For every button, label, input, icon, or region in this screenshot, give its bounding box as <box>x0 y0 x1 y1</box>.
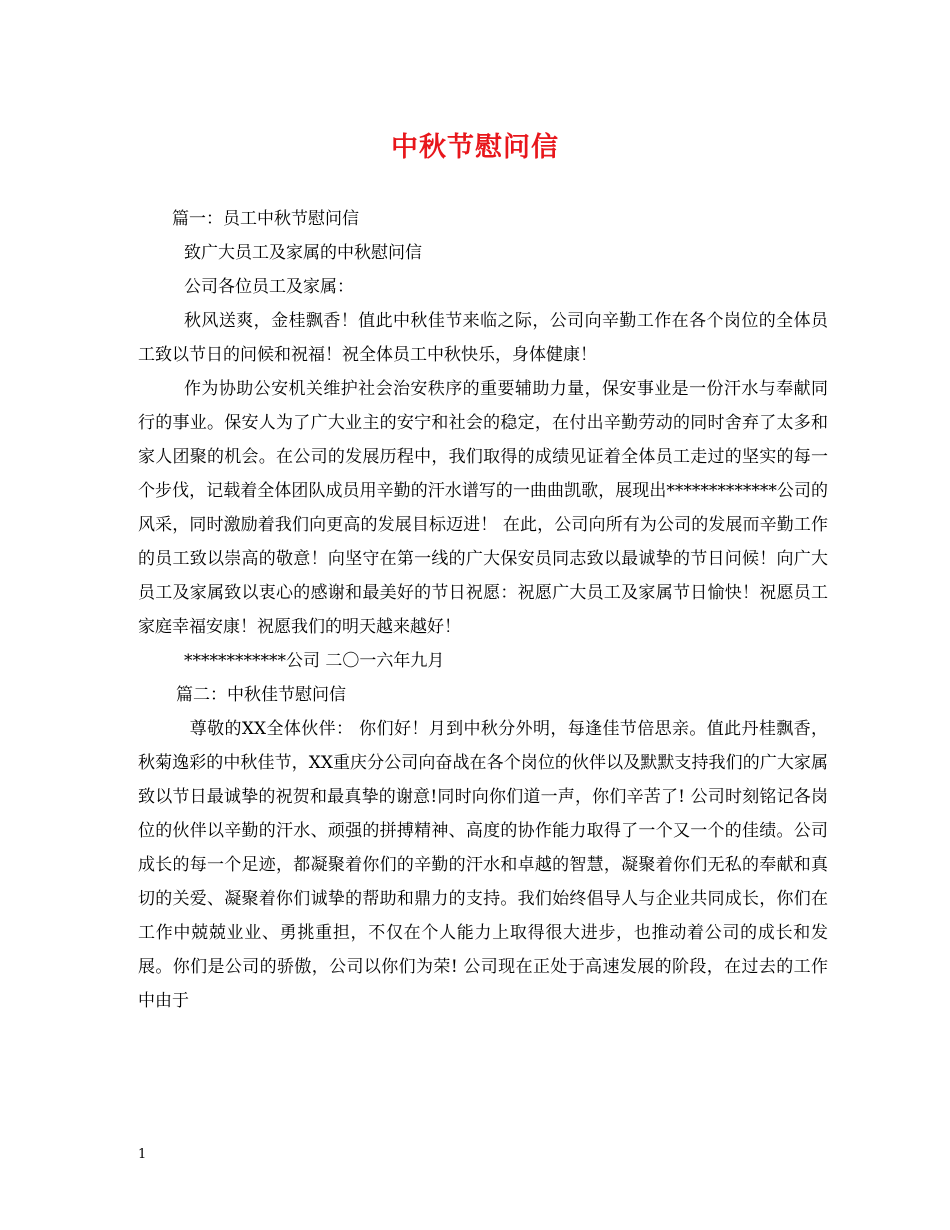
paragraph: 秋风送爽，金桂飘香！值此中秋佳节来临之际，公司向辛勤工作在各个岗位的全体员工致以节日的问候和祝福！祝全体员工中秋快乐，身体健康！ <box>138 311 828 365</box>
paragraph: 尊敬的XX全体伙伴： 你们好！月到中秋分外明，每逢佳节倍思亲。值此丹桂飘香，秋菊逸彩的中秋佳节，XX重庆分公司向奋战在各个岗位的伙伴以及默默支持我们的广大家属致以节日最诚挚的祝贺和最真挚的谢意!同时向你们道一声，你们辛苦了! 公司时刻铭记各岗位的伙伴以辛勤的汗水、顽强的拼搏精神、高度的协作能力取得了一个又一个的佳绩。公司成长的每一个足迹，都凝聚着你们的辛勤的汗水和卓越的智慧，凝聚着你们无私的奉献和真切的关爱、凝聚着你们诚挚的帮助和鼎力的支持。我们始终倡导人与企业共同成长，你们在工作中兢兢业业、勇挑重担，不仅在个人能力上取得很大进步，也推动着公司的成长和发展。你们是公司的骄傲，公司以你们为荣! 公司现在正处于高速发展的阶段，在过去的工作中由于 <box>138 719 829 1011</box>
document-body <box>138 202 828 1018</box>
section-heading-2: 篇二：中秋佳节慰问信 <box>176 685 346 705</box>
section-heading-1: 篇一：员工中秋节慰问信 <box>172 209 359 229</box>
page-number: 1 <box>138 1147 147 1162</box>
document-title: 中秋节慰问信 <box>391 132 559 163</box>
paragraph: 作为协助公安机关维护社会治安秩序的重要辅助力量，保安事业是一份汗水与奉献同行的事业。保安人为了广大业主的安宁和社会的稳定，在付出辛勤劳动的同时舍弃了太多和家人团聚的机会。在公司的发展历程中，我们取得的成绩见证着全体员工走过的坚实的每一个步伐，记载着全体团队成员用辛勤的汗水谱写的一曲曲凯歌，展现出*************公司的风采，同时激励着我们向更高的发展目标迈进！ 在此，公司向所有为公司的发展而辛勤工作的员工致以崇高的敬意！向坚守在第一线的广大保安员同志致以最诚挚的节日问候！向广大员工及家属致以衷心的感谢和最美好的节日祝愿：祝愿广大员工及家属节日愉快！祝愿员工家庭幸福安康！祝愿我们的明天越来越好！ <box>138 379 828 637</box>
letter-signature: ************公司 二〇一六年九月 <box>184 651 445 671</box>
letter-heading: 致广大员工及家属的中秋慰问信 <box>184 243 422 263</box>
letter-salutation: 公司各位员工及家属： <box>184 277 354 297</box>
